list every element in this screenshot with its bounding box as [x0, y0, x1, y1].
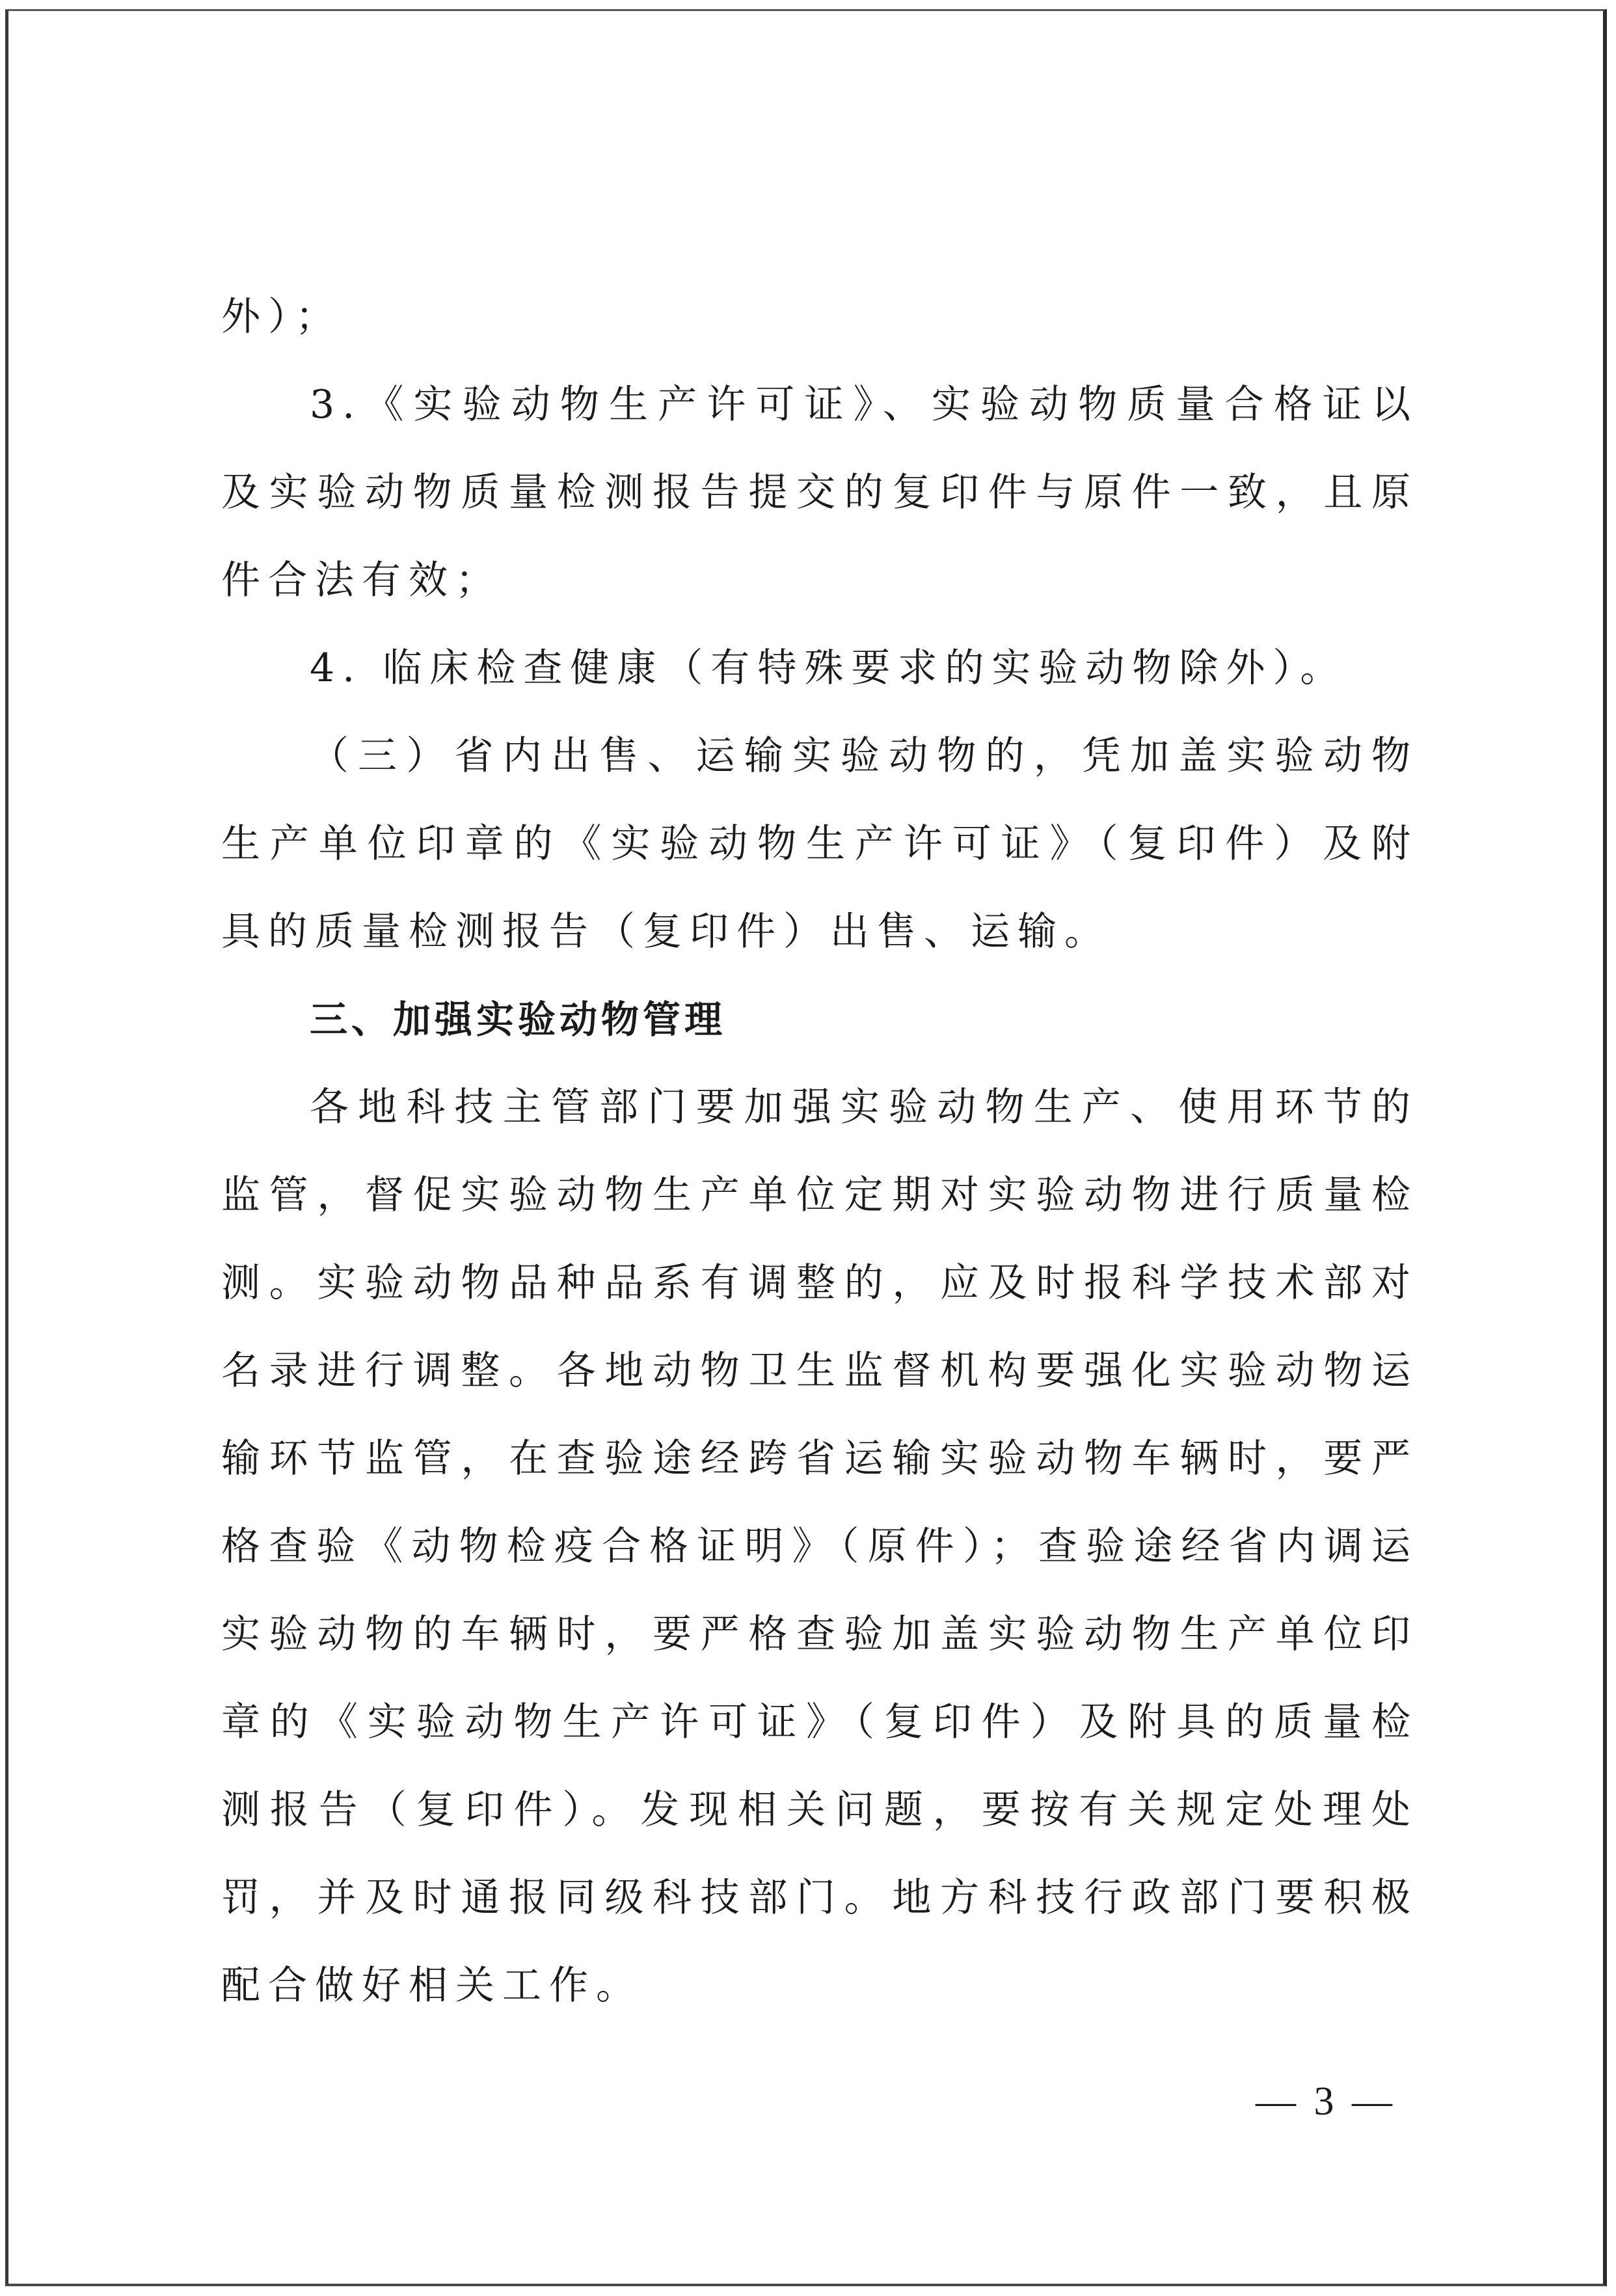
clause-3: （三）省内出售、运输实验动物的，凭加盖实验动物生产单位印章的《实验动物生产许可证》（复印件）及附具的质量检测报告（复印件）出售、运输。 — [221, 733, 1418, 954]
section-body-paragraph: 各地科技主管部门要加强实验动物生产、使用环节的监管，督促实验动物生产单位定期对实验动物进行质量检测。实验动物品种品系有调整的，应及时报科学技术部对名录进行调整。各地动物卫生监督机构要强化实验动物运输环节监管，在查验途经跨省运输实验动物车辆时，要严格查验《动物检疫合格证明》（原件）；查验途经省内调运实验动物的车辆时，要严格查验加盖实验动物生产单位印章的《实验动物生产许可证》（复印件）及附具的质量检测报告（复印件）。发现相关问题，要按有关规定处理处罚，并及时通报同级科技部门。地方科技行政部门要积极配合做好相关工作。 — [221, 1085, 1418, 2008]
section-heading: 三、加强实验动物管理 — [310, 997, 727, 1042]
list-item-4: 4. 临床检查健康（有特殊要求的实验动物除外）。 — [310, 645, 1347, 691]
document-body — [221, 273, 1418, 2030]
continuation-line: 外）； — [221, 294, 342, 340]
page-number: — 3 — — [1256, 2079, 1396, 2124]
list-item-3: 3.《实验动物生产许可证》、实验动物质量合格证以及实验动物质量检测报告提交的复印件与原件一致，且原件合法有效； — [221, 382, 1418, 603]
